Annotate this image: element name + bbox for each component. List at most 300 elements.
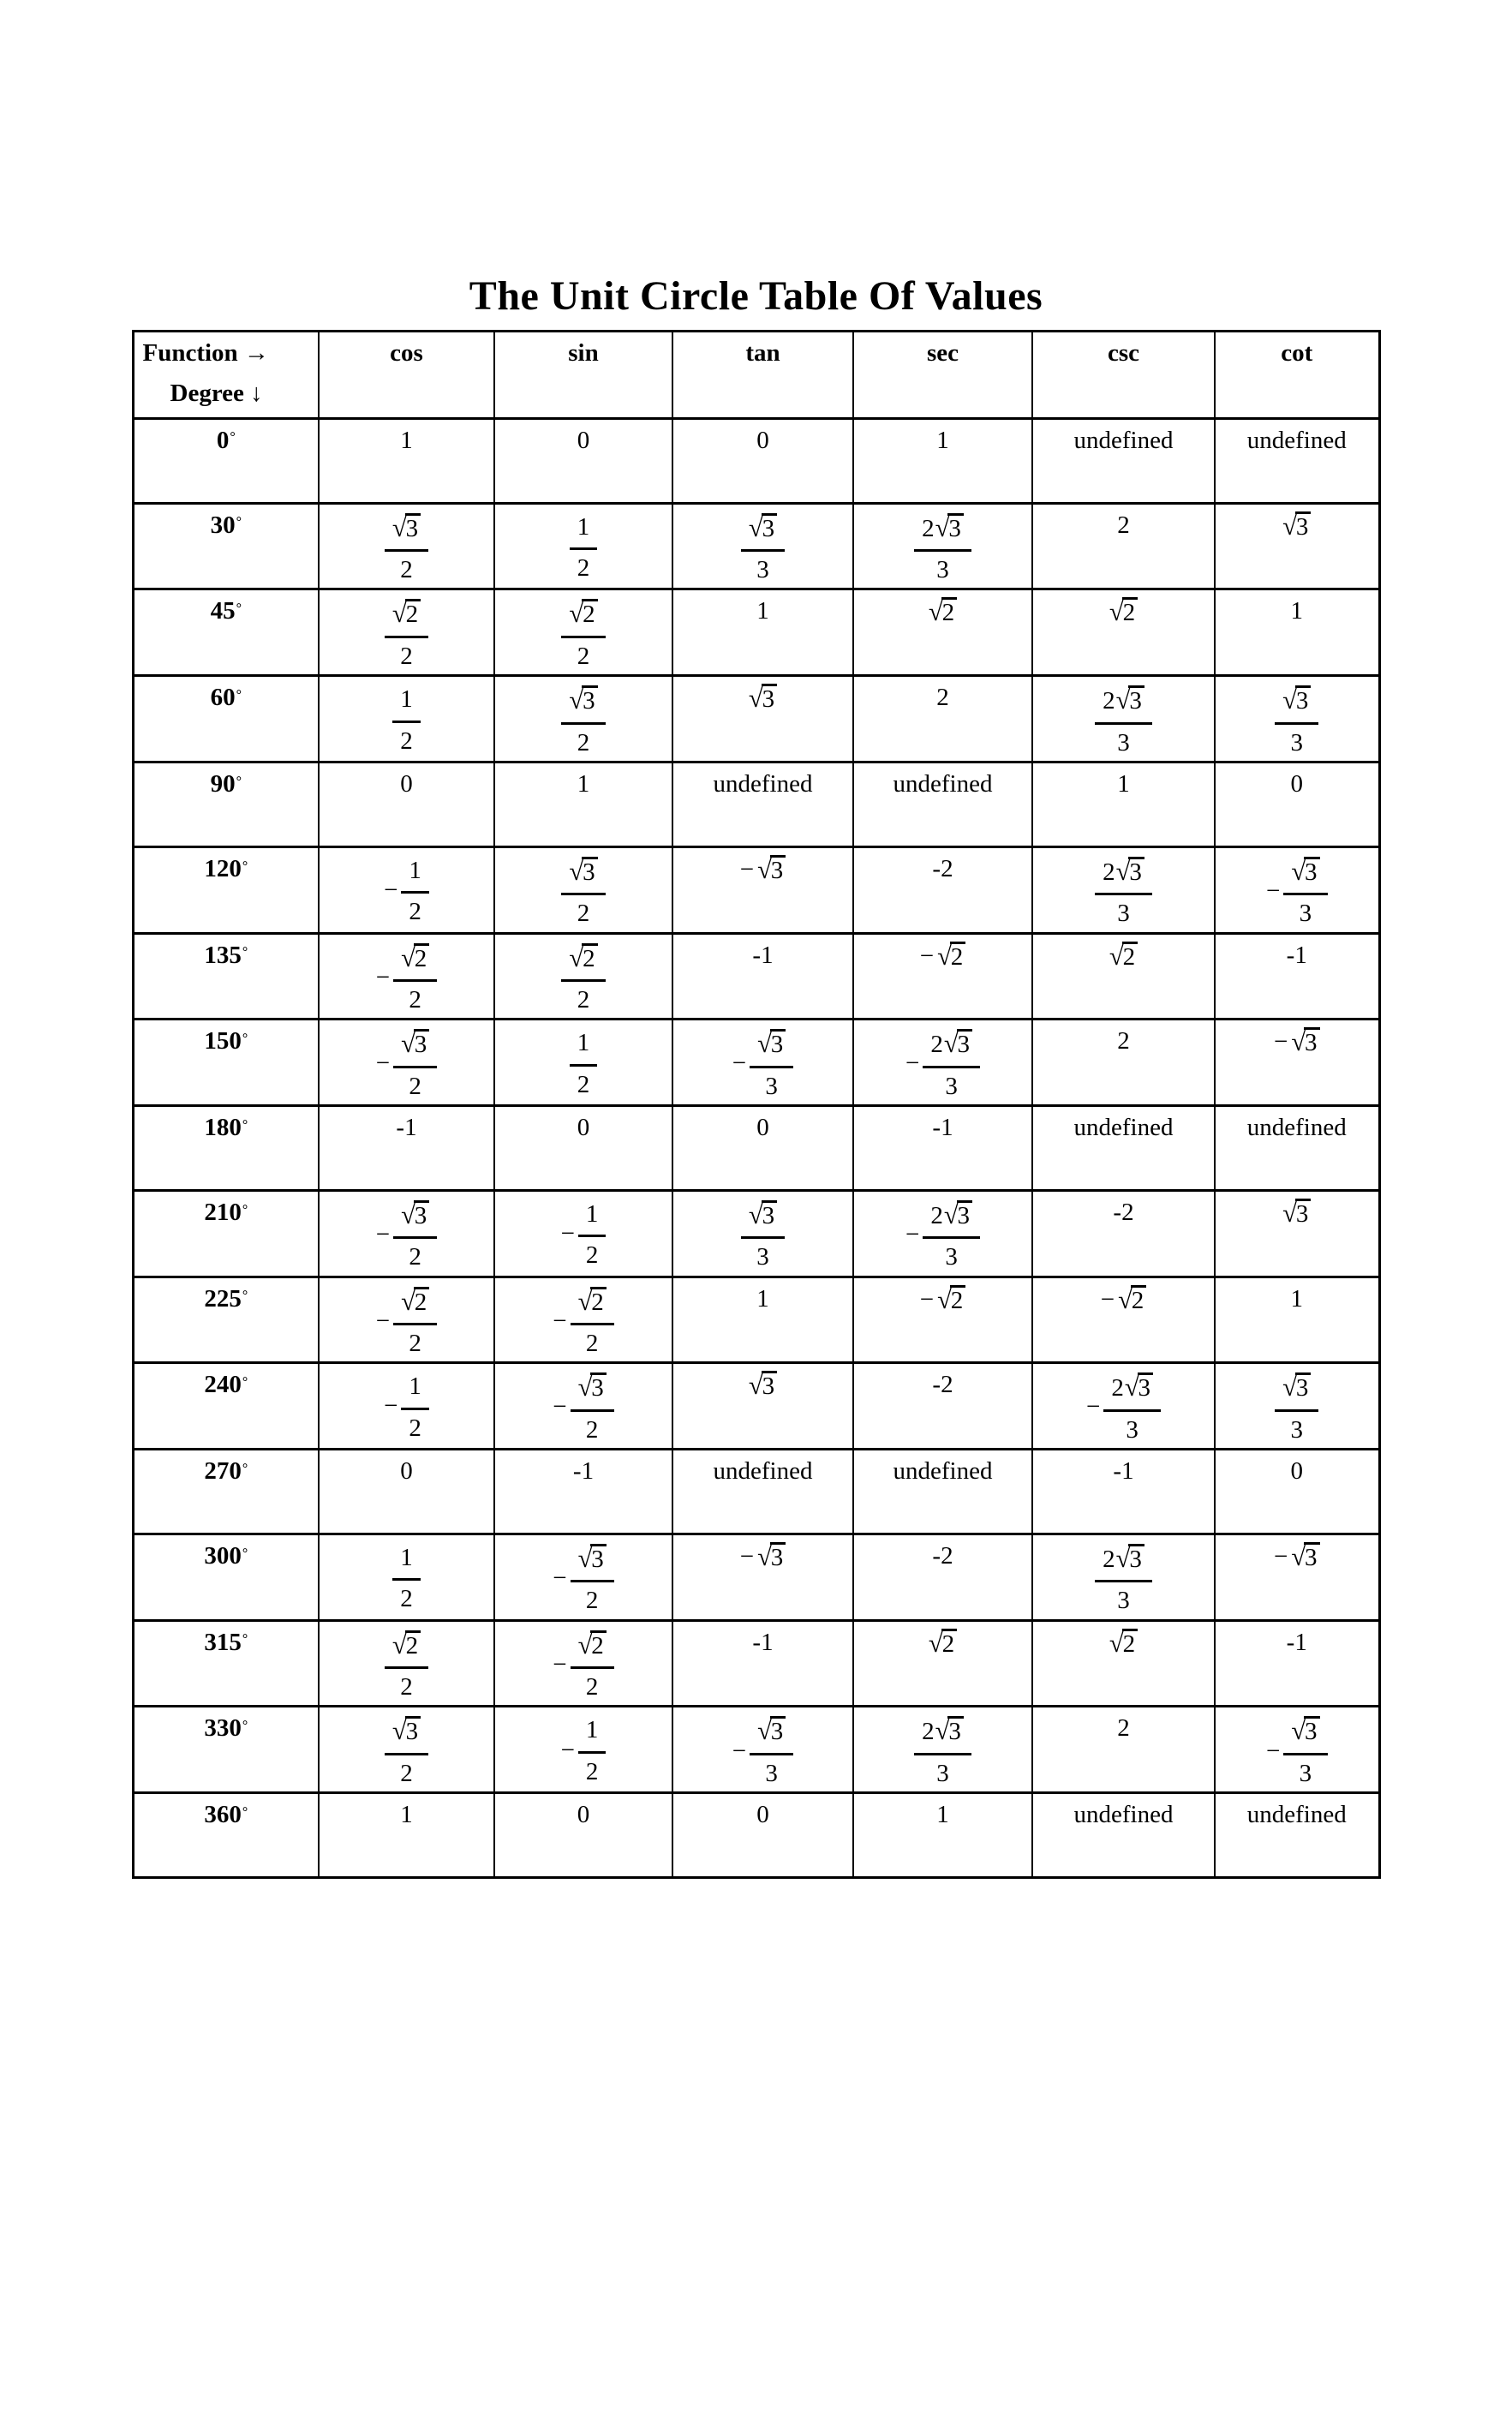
- degree-label: 135°: [133, 933, 319, 1020]
- degree-symbol: °: [242, 1117, 248, 1133]
- radicand: 3: [947, 1716, 964, 1744]
- radicand: 3: [1304, 1542, 1320, 1570]
- math-value: [1109, 1629, 1138, 1659]
- radicand: 3: [947, 513, 964, 541]
- fraction-numerator: 1: [401, 855, 429, 894]
- radicand: 3: [957, 1200, 973, 1229]
- radical-sign: √: [391, 1716, 407, 1746]
- math-value: [1275, 1371, 1318, 1444]
- value-text: undefined: [713, 769, 813, 798]
- fraction-denominator: 2: [400, 1673, 413, 1701]
- math-value: [553, 1629, 614, 1702]
- value-cell-cot: [1215, 1020, 1379, 1106]
- radicand: 2: [1122, 597, 1138, 625]
- value-text: 0: [577, 1801, 590, 1829]
- degree-label: 120°: [133, 846, 319, 933]
- radicand: 2: [941, 1629, 958, 1657]
- value-cell-tan: [672, 1277, 853, 1363]
- radical: [401, 1031, 429, 1058]
- radicand: 2: [941, 597, 958, 625]
- value-cell-cot: [1215, 762, 1379, 846]
- value-cell-tan: [672, 1105, 853, 1190]
- value-cell-sec: [853, 589, 1032, 676]
- value-cell-csc: [1032, 1277, 1215, 1363]
- value-text: 1: [400, 1801, 413, 1829]
- radical-sign: √: [577, 1372, 593, 1402]
- math-value: [741, 511, 785, 585]
- math-value: [905, 1027, 980, 1101]
- fraction: [393, 1027, 437, 1101]
- degree-symbol: °: [236, 601, 242, 617]
- minus-sign: −: [375, 1221, 391, 1249]
- radicand: 3: [770, 1029, 786, 1057]
- column-header-sec: sec: [853, 331, 1032, 418]
- value-text: -1: [396, 1113, 417, 1141]
- radical: [392, 601, 421, 628]
- fraction: [570, 511, 598, 583]
- radicand: 3: [1138, 1372, 1154, 1401]
- fraction: [401, 1371, 429, 1443]
- math-value: [561, 1199, 607, 1271]
- table-row: [133, 676, 1379, 762]
- radical-sign: √: [1115, 1543, 1131, 1573]
- math-value: [376, 1199, 438, 1272]
- fraction-denominator: 2: [409, 985, 421, 1014]
- fraction-denominator: 3: [945, 1072, 958, 1100]
- value-cell-sin: [494, 1707, 672, 1793]
- fraction: [392, 684, 421, 756]
- radical-sign: √: [935, 512, 950, 542]
- value-cell-sec: [853, 1707, 1032, 1793]
- value-cell-cot: [1215, 1620, 1379, 1707]
- radical: [392, 1718, 421, 1745]
- value-text: 2: [1117, 511, 1130, 539]
- value-cell-sec: [853, 1620, 1032, 1707]
- radicand: 2: [582, 599, 598, 627]
- math-value: [1095, 1542, 1152, 1616]
- math-value: [920, 942, 966, 972]
- fraction-numerator: 1: [570, 511, 598, 550]
- fraction-numerator: 1: [392, 1542, 421, 1581]
- column-header-cos: cos: [319, 331, 494, 418]
- degree-axis-label: Degree ↓: [170, 380, 263, 408]
- math-value: [929, 597, 957, 627]
- radicand: 3: [957, 1029, 973, 1057]
- value-cell-cos: [319, 1020, 494, 1106]
- math-value: [384, 1371, 429, 1443]
- value-cell-cot: [1215, 1534, 1379, 1620]
- minus-sign: −: [553, 1564, 567, 1593]
- fraction-numerator: [561, 684, 605, 724]
- value-text: 2: [936, 684, 949, 712]
- fraction-numerator: [393, 1199, 437, 1239]
- radical: [935, 512, 964, 542]
- value-cell-cot: [1215, 589, 1379, 676]
- math-value: [1275, 684, 1318, 757]
- radical-sign: √: [1109, 941, 1124, 971]
- radical-sign: √: [1291, 1541, 1306, 1571]
- fraction-denominator: 2: [400, 556, 413, 584]
- radicand: 2: [1131, 1285, 1147, 1313]
- value-cell-sec: [853, 1105, 1032, 1190]
- radicand: 3: [1128, 857, 1144, 885]
- radical-sign: √: [1282, 685, 1297, 715]
- minus-sign: −: [732, 1737, 747, 1765]
- radicand: 2: [590, 1287, 607, 1315]
- value-cell-csc: [1032, 1020, 1215, 1106]
- radical: [757, 1542, 786, 1572]
- minus-sign: −: [1085, 1393, 1101, 1421]
- value-cell-csc: [1032, 503, 1215, 589]
- degree-symbol: °: [242, 1202, 248, 1217]
- fraction-numerator: 1: [578, 1199, 607, 1237]
- minus-sign: −: [553, 1307, 567, 1335]
- minus-sign: −: [1273, 1028, 1288, 1056]
- math-value: [1109, 597, 1138, 627]
- value-text: -1: [752, 941, 774, 969]
- value-cell-sin: [494, 418, 672, 503]
- fraction: [578, 1714, 607, 1786]
- math-value: [1101, 1285, 1147, 1315]
- radical-sign: √: [1291, 856, 1306, 886]
- fraction: [914, 1714, 971, 1788]
- value-cell-csc: [1032, 1793, 1215, 1878]
- math-value: [732, 1027, 794, 1101]
- radicand: 2: [1122, 1629, 1138, 1657]
- value-text: 0: [756, 426, 769, 454]
- value-cell-tan: [672, 933, 853, 1020]
- radical: [1282, 687, 1311, 715]
- degree-label: 150°: [133, 1020, 319, 1106]
- radicand: 2: [405, 599, 421, 627]
- value-text: 0: [400, 769, 413, 798]
- fraction: [923, 1199, 980, 1272]
- radical: [401, 1199, 429, 1229]
- value-cell-cot: [1215, 1707, 1379, 1793]
- math-value: [553, 1371, 614, 1444]
- radical-sign: √: [401, 942, 415, 972]
- math-value: [385, 511, 428, 585]
- column-header-cot: cot: [1215, 331, 1379, 418]
- minus-sign: −: [553, 1650, 567, 1678]
- value-cell-cot: [1215, 1190, 1379, 1277]
- radicand: 3: [762, 1371, 778, 1399]
- radical-sign: √: [748, 512, 763, 542]
- radical: [748, 1199, 777, 1229]
- value-text: 0: [1290, 1456, 1303, 1485]
- degree-label: 45°: [133, 589, 319, 676]
- math-value: [1095, 855, 1152, 929]
- math-value: [1274, 1542, 1320, 1572]
- value-cell-cot: [1215, 933, 1379, 1020]
- radical: [1291, 858, 1319, 886]
- degree-symbol: °: [236, 774, 242, 789]
- table-row: [133, 1190, 1379, 1277]
- fraction: [393, 1199, 437, 1272]
- fraction-numerator: [385, 1629, 428, 1669]
- fraction-numerator: [1275, 684, 1318, 724]
- radical-sign: √: [1118, 1284, 1133, 1314]
- fraction-denominator: 3: [756, 556, 769, 584]
- fraction: [741, 511, 785, 585]
- value-text: undefined: [1246, 1113, 1347, 1141]
- table-row: [133, 762, 1379, 846]
- value-cell-sec: [853, 1449, 1032, 1534]
- column-header-csc: csc: [1032, 331, 1215, 418]
- radical-sign: √: [577, 1286, 593, 1316]
- minus-sign: −: [384, 876, 398, 905]
- radical-sign: √: [748, 684, 763, 714]
- minus-sign: −: [905, 1050, 920, 1078]
- degree-symbol: °: [242, 1719, 248, 1734]
- fraction: [1283, 855, 1327, 929]
- math-value: [384, 855, 429, 927]
- fraction-denominator: 3: [1299, 1759, 1312, 1787]
- value-text: 0: [577, 426, 590, 454]
- value-cell-cot: [1215, 503, 1379, 589]
- value-cell-cos: [319, 1620, 494, 1707]
- fraction-numerator: 2√3: [1095, 855, 1152, 895]
- degree-label: 225°: [133, 1277, 319, 1363]
- math-value: [1282, 1199, 1311, 1229]
- radical-sign: √: [1282, 511, 1297, 541]
- math-value: [385, 597, 428, 671]
- value-text: 2: [1117, 1714, 1130, 1743]
- fraction-numerator: [750, 1027, 793, 1067]
- minus-sign: −: [1100, 1285, 1115, 1313]
- fraction-denominator: 3: [936, 556, 949, 584]
- value-cell-tan: [672, 1620, 853, 1707]
- value-cell-sin: [494, 933, 672, 1020]
- value-text: 0: [756, 1801, 769, 1829]
- value-text: 0: [756, 1113, 769, 1141]
- fraction: [750, 1714, 793, 1788]
- fraction-denominator: 2: [409, 1072, 421, 1100]
- fraction-denominator: 3: [765, 1072, 778, 1100]
- degree-label: 270°: [133, 1449, 319, 1534]
- minus-sign: −: [375, 963, 391, 991]
- radical: [935, 1718, 964, 1745]
- radical: [1282, 1199, 1311, 1229]
- minus-sign: −: [375, 1307, 391, 1335]
- fraction-denominator: 3: [1117, 1587, 1130, 1615]
- degree-symbol: °: [242, 858, 248, 874]
- value-cell-sec: [853, 933, 1032, 1020]
- degree-symbol: °: [236, 515, 242, 530]
- value-cell-tan: [672, 676, 853, 762]
- radical-sign: √: [569, 685, 584, 715]
- fraction-numerator: [561, 942, 605, 982]
- table-row: [133, 1105, 1379, 1190]
- fraction-denominator: 2: [585, 1587, 599, 1615]
- value-cell-cos: [319, 1277, 494, 1363]
- fraction-numerator: [385, 511, 428, 552]
- math-value: [905, 1199, 980, 1272]
- fraction-denominator: 2: [577, 985, 590, 1014]
- radical: [943, 1199, 972, 1229]
- value-text: 1: [936, 1801, 949, 1829]
- value-cell-cos: [319, 1190, 494, 1277]
- radical-sign: √: [569, 599, 584, 629]
- value-text: 1: [756, 1284, 769, 1313]
- radical: [749, 684, 777, 714]
- value-text: undefined: [1246, 426, 1347, 454]
- value-cell-sec: [853, 1793, 1032, 1878]
- math-value: [561, 1714, 607, 1786]
- fraction-numerator: [571, 1371, 614, 1411]
- value-text: undefined: [1073, 426, 1174, 454]
- value-cell-sin: [494, 1020, 672, 1106]
- value-cell-sec: [853, 1020, 1032, 1106]
- radical-sign: √: [935, 1716, 950, 1746]
- value-text: undefined: [893, 769, 993, 798]
- math-value: [376, 1285, 438, 1359]
- radical: [1282, 1374, 1311, 1402]
- minus-sign: −: [560, 1736, 575, 1764]
- fraction: [1275, 1371, 1318, 1444]
- value-cell-csc: [1032, 1534, 1215, 1620]
- radical-sign: √: [391, 512, 407, 542]
- fraction-denominator: 3: [1290, 728, 1303, 756]
- value-cell-cot: [1215, 1793, 1379, 1878]
- radicand: 2: [590, 1630, 607, 1659]
- radical: [749, 1371, 777, 1401]
- value-cell-tan: [672, 1020, 853, 1106]
- radical: [577, 1286, 607, 1316]
- table-row: [133, 1363, 1379, 1450]
- math-value: [929, 1629, 957, 1659]
- radical: [944, 1031, 972, 1058]
- radical: [1282, 511, 1311, 541]
- fraction-numerator: 2√3: [1095, 684, 1152, 724]
- radical: [1109, 1629, 1138, 1659]
- degree-label: 330°: [133, 1707, 319, 1793]
- fraction-numerator: 1: [570, 1027, 598, 1066]
- radical: [1116, 687, 1144, 715]
- value-cell-tan: [672, 589, 853, 676]
- value-cell-tan: [672, 1190, 853, 1277]
- radical-sign: √: [577, 1630, 593, 1660]
- fraction: [385, 1714, 428, 1788]
- value-text: 1: [936, 426, 949, 454]
- value-cell-cos: [319, 1363, 494, 1450]
- value-cell-tan: [672, 846, 853, 933]
- math-value: [376, 1027, 438, 1101]
- radical-sign: √: [1115, 685, 1131, 715]
- fraction-denominator: 2: [409, 898, 421, 926]
- minus-sign: −: [553, 1393, 567, 1421]
- radical: [578, 1374, 607, 1402]
- fraction-denominator: 2: [585, 1415, 599, 1444]
- degree-label: 360°: [133, 1793, 319, 1878]
- radical-sign: √: [943, 1199, 959, 1229]
- radical: [391, 512, 421, 542]
- radical: [392, 1632, 421, 1660]
- fraction-numerator: [741, 1199, 785, 1239]
- value-text: undefined: [713, 1456, 813, 1485]
- minus-sign: −: [919, 1285, 935, 1313]
- fraction: [571, 1629, 614, 1702]
- radical-sign: √: [928, 1628, 943, 1658]
- radicand: 3: [582, 857, 598, 885]
- fraction-denominator: 2: [585, 1673, 599, 1701]
- fraction: [923, 1027, 980, 1101]
- fraction-denominator: 2: [577, 642, 590, 670]
- radicand: 3: [405, 1716, 421, 1744]
- math-value: [741, 1199, 785, 1272]
- degree-label: 30°: [133, 503, 319, 589]
- fraction-numerator: [393, 942, 437, 982]
- radicand: 2: [414, 1287, 430, 1315]
- math-value: [553, 1285, 614, 1359]
- value-cell-cos: [319, 676, 494, 762]
- minus-sign: −: [732, 1050, 747, 1078]
- radical: [1116, 858, 1144, 886]
- value-cell-cos: [319, 846, 494, 933]
- radicand: 2: [950, 942, 966, 970]
- value-cell-csc: [1032, 1707, 1215, 1793]
- table-row: [133, 418, 1379, 503]
- value-cell-csc: [1032, 676, 1215, 762]
- radical-sign: √: [1282, 1372, 1297, 1402]
- value-cell-cot: [1215, 418, 1379, 503]
- radical-sign: √: [401, 1286, 415, 1316]
- radical: [569, 942, 597, 972]
- fraction-denominator: 2: [577, 1070, 590, 1098]
- math-value: [561, 942, 605, 1015]
- value-cell-tan: [672, 762, 853, 846]
- fraction-numerator: 1: [392, 684, 421, 722]
- radical: [1291, 1542, 1319, 1572]
- value-cell-cos: [319, 418, 494, 503]
- value-cell-csc: [1032, 1190, 1215, 1277]
- fraction: [561, 855, 605, 929]
- minus-sign: −: [739, 855, 755, 883]
- degree-symbol: °: [242, 1632, 248, 1648]
- fraction: [571, 1542, 614, 1616]
- radical: [757, 1718, 786, 1745]
- degree-symbol: °: [242, 1289, 248, 1304]
- value-cell-cot: [1215, 846, 1379, 933]
- minus-sign: −: [384, 1392, 398, 1420]
- degree-label: 240°: [133, 1363, 319, 1450]
- table-row: [133, 1793, 1379, 1878]
- value-cell-cos: [319, 1793, 494, 1878]
- fraction-denominator: 2: [577, 554, 590, 583]
- math-value: [392, 1542, 421, 1614]
- header-row: [133, 331, 1379, 418]
- radicand: 3: [590, 1544, 607, 1572]
- table-row: [133, 1449, 1379, 1534]
- fraction-numerator: [1275, 1371, 1318, 1411]
- fraction: [1095, 684, 1152, 757]
- fraction-numerator: [561, 855, 605, 895]
- value-text: 2: [1117, 1027, 1130, 1056]
- radical-sign: √: [569, 942, 584, 972]
- fraction: [1275, 684, 1318, 757]
- fraction: [393, 942, 437, 1015]
- value-text: 1: [577, 769, 590, 798]
- radicand: 2: [1122, 942, 1138, 970]
- fraction-denominator: 3: [1117, 900, 1130, 928]
- value-cell-sec: [853, 1190, 1032, 1277]
- minus-sign: −: [1265, 1737, 1281, 1765]
- value-cell-cos: [319, 762, 494, 846]
- degree-label: 315°: [133, 1620, 319, 1707]
- degree-label: 60°: [133, 676, 319, 762]
- fraction: [385, 597, 428, 671]
- table-row: [133, 1020, 1379, 1106]
